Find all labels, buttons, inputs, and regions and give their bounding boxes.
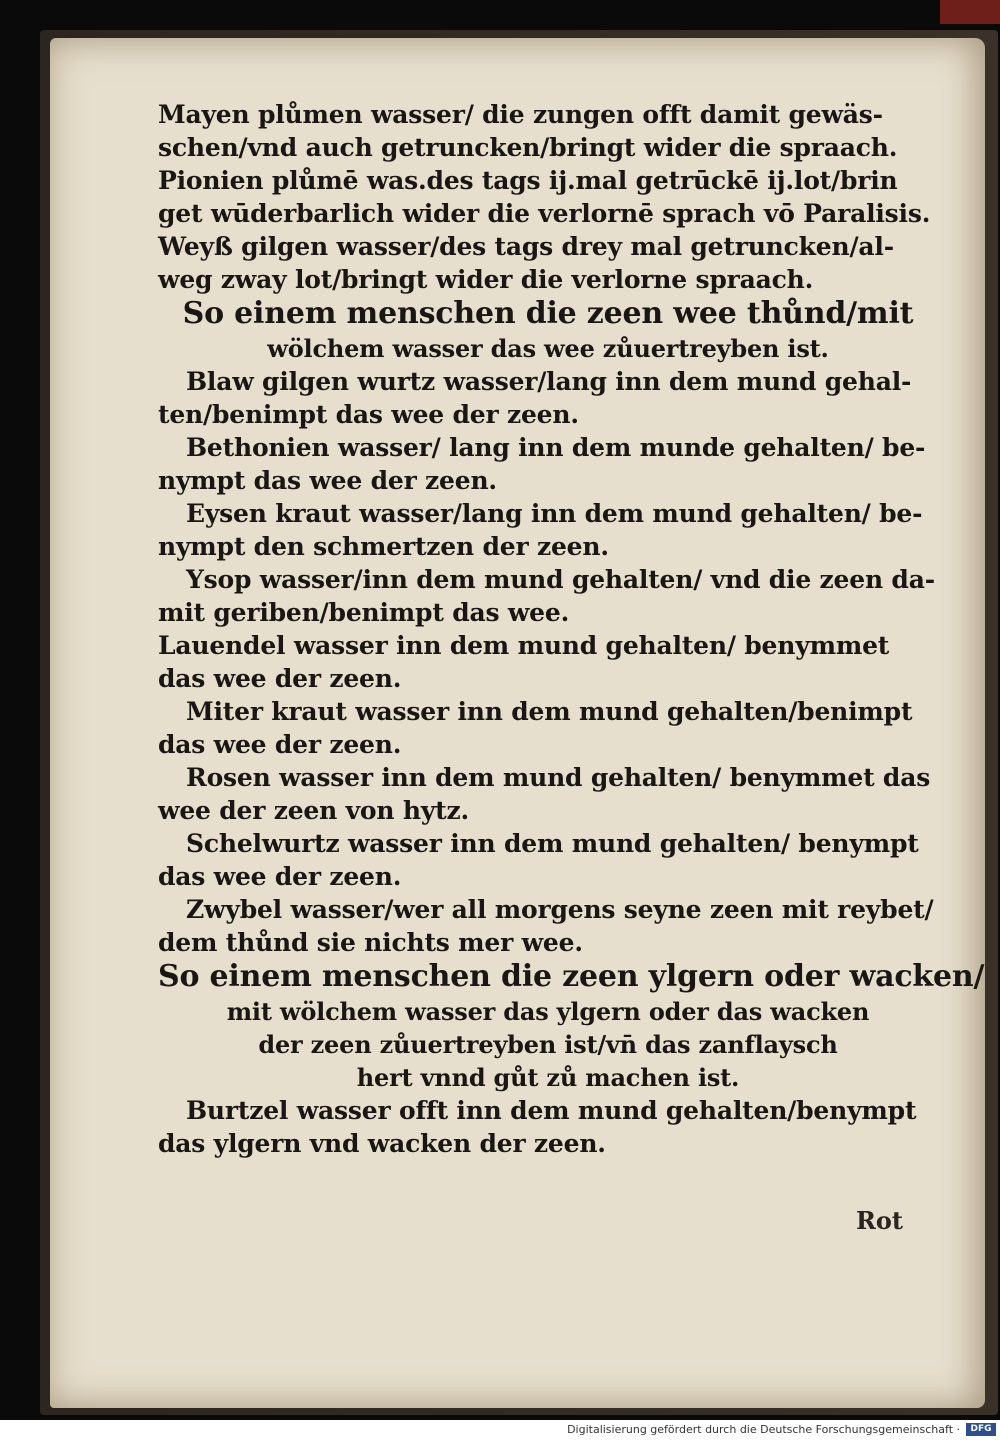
text-line: Miter kraut wasser inn dem mund gehalten/benimpt [186, 697, 913, 726]
footer-bar [0, 1420, 1000, 1440]
text-line: Blaw gilgen wurtz wasser/lang inn dem mund gehal- [186, 367, 912, 396]
text-line: das ylgern vnd wacken der zeen. [158, 1129, 606, 1158]
text-line: dem thůnd sie nichts mer wee. [158, 928, 583, 957]
text-line: Schelwurtz wasser inn dem mund gehalten/ benympt [186, 829, 919, 858]
text-line: schen/vnd auch getruncken/bringt wider die spraach. [158, 133, 898, 162]
section-heading: So einem menschen die zeen ylgern oder wacken/ [158, 959, 985, 994]
text-line: nympt das wee der zeen. [158, 466, 497, 495]
text-line: Mayen plůmen wasser/ die zungen offt damit gewäs- [158, 100, 883, 129]
section-heading-sub: mit wölchem wasser das ylgern oder das wacken [226, 997, 870, 1026]
text-line: Rosen wasser inn dem mund gehalten/ benymmet das [186, 763, 931, 792]
section-heading: So einem menschen die zeen wee thůnd/mit [182, 296, 914, 331]
text-line: wee der zeen von hytz. [158, 796, 470, 825]
text-line: das wee der zeen. [158, 664, 402, 693]
text-line: Pionien plůmē was.des tags ij.mal getrūckē ij.lot/brin [158, 166, 898, 195]
section-heading-sub: der zeen zůuertreyben ist/vn̄ das zanflaysch [258, 1030, 838, 1059]
text-line: Eysen kraut wasser/lang inn dem mund gehalten/ be- [186, 499, 923, 528]
dfg-logo: DFG [966, 1423, 996, 1436]
text-line: das wee der zeen. [158, 862, 402, 891]
text-line: mit geriben/benimpt das wee. [158, 598, 570, 627]
page-text [158, 98, 985, 1160]
text-line: get wūderbarlich wider die verlornē sprach vō Paralisis. [158, 199, 931, 228]
text-line: Burtzel wasser offt inn dem mund gehalten/benympt [186, 1096, 917, 1125]
text-line: Bethonien wasser/ lang inn dem munde gehalten/ be- [186, 433, 926, 462]
section-heading-sub: hert vnnd gůt zů machen ist. [356, 1063, 740, 1092]
text-line: ten/benimpt das wee der zeen. [158, 400, 579, 429]
text-line: Weyß gilgen wasser/des tags drey mal getruncken/al- [158, 232, 894, 261]
text-line: Ysop wasser/inn dem mund gehalten/ vnd die zeen da- [186, 565, 935, 594]
text-line: Lauendel wasser inn dem mund gehalten/ benymmet [158, 631, 890, 660]
text-line: das wee der zeen. [158, 730, 402, 759]
text-line: weg zway lot/bringt wider die verlorne spraach. [158, 265, 814, 294]
text-line: nympt den schmertzen der zeen. [158, 532, 609, 561]
funding-credit: Digitalisierung gefördert durch die Deutsche Forschungsgemeinschaft · [567, 1423, 960, 1436]
book-cover-edge [940, 0, 1000, 24]
section-heading-sub: wölchem wasser das wee zůuertreyben ist. [267, 334, 829, 363]
book-page [50, 38, 985, 1408]
catchword: Rot [855, 1206, 903, 1235]
text-line: Zwybel wasser/wer all morgens seyne zeen mit reybet/ [186, 895, 934, 924]
